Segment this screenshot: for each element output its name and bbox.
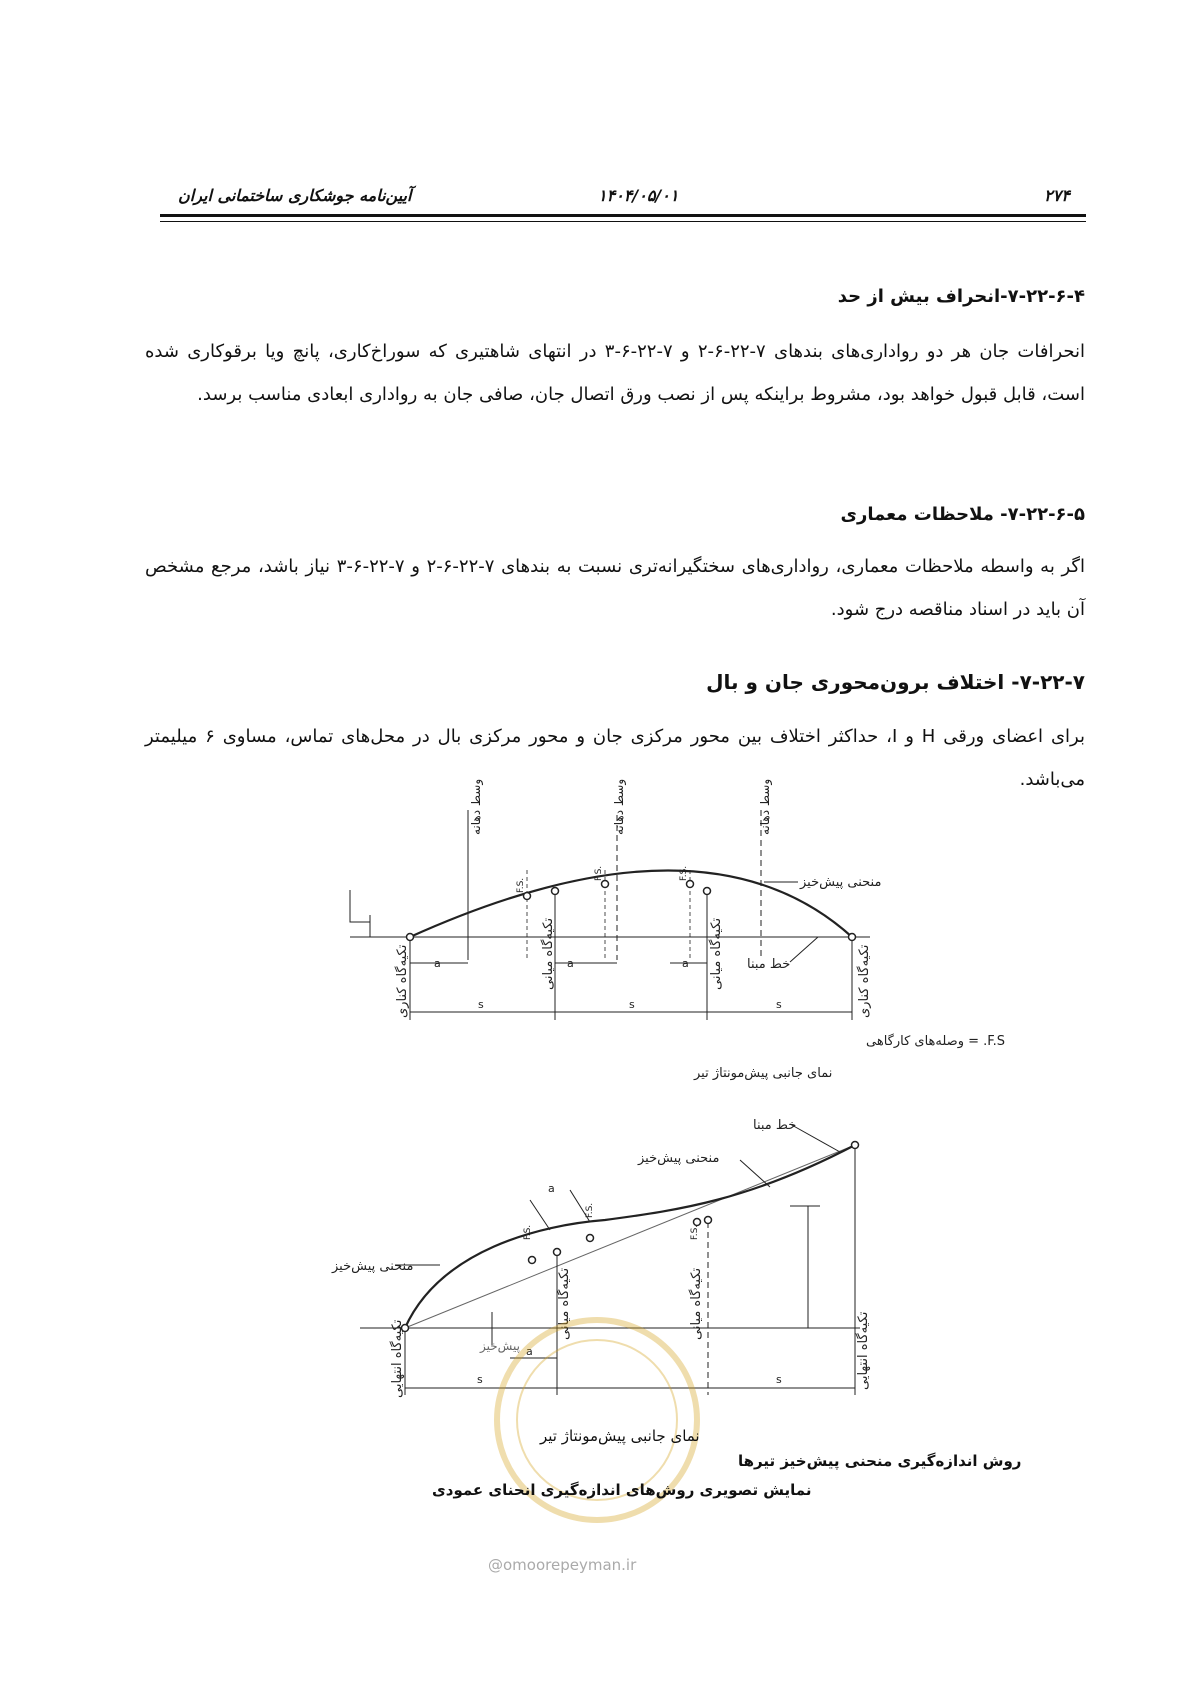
bottom-mid-support-point-2	[705, 1217, 712, 1224]
top-label-a-1: a	[434, 957, 441, 970]
page-number: ۲۷۴	[1044, 186, 1070, 205]
caption-figure: نمایش تصویری روش‌های اندازه‌گیری انحنای عمودی	[432, 1481, 812, 1499]
bottom-label-a-top: a	[548, 1182, 555, 1195]
bottom-label-end-support-right: تکیه‌گاه انتهایی	[856, 1311, 871, 1390]
bottom-a-leader-1	[530, 1200, 550, 1230]
top-mid-support-point-1	[552, 888, 559, 895]
top-camber-curve	[410, 871, 852, 938]
bottom-label-s-1: s	[477, 1373, 483, 1386]
caption-method: روش اندازه‌گیری منحنی پیش‌خیز تیرها	[738, 1452, 1022, 1470]
bottom-curve-leader-right	[740, 1160, 770, 1187]
top-label-mid-span-1: وسط دهانه	[469, 778, 483, 835]
top-camber-figure	[350, 810, 870, 1020]
bottom-label-s-2: s	[776, 1373, 782, 1386]
header-book-title: آیین‌نامه جوشکاری ساختمانی ایران	[178, 186, 412, 205]
top-label-fs-3: F.S.	[679, 865, 689, 881]
top-label-end-support-right: تکیه‌گاه کناری	[857, 944, 872, 1018]
bottom-fs-point-3	[694, 1219, 701, 1226]
bottom-label-fs-1: F.S.	[523, 1224, 533, 1240]
top-label-camber-curve: منحنی پیش‌خیز	[800, 875, 882, 890]
top-figure-caption: نمای جانبی پیش‌مونتاژ تیر	[694, 1066, 833, 1081]
bottom-baseline-leader	[790, 1124, 840, 1152]
bottom-end-point-right	[852, 1142, 859, 1149]
top-end-point-left	[407, 934, 414, 941]
top-mid-support-point-2	[704, 888, 711, 895]
bottom-label-fs-2: F.S.	[585, 1202, 595, 1218]
bottom-label-mid-support-1: تکیه‌گاه میانی	[557, 1267, 572, 1340]
section-heading-excessive-deviation: ۷-۲۲-۶-۴-انحراف بیش از حد	[837, 286, 1085, 307]
top-label-a-2: a	[567, 957, 574, 970]
top-label-fs-2: F.S.	[594, 865, 604, 881]
section-body-web-flange-offset: برای اعضای ورقی H و I، حداکثر اختلاف بین محور مرکزی جان و محور مرکزی بال در محل‌های تماس، مساوی ۶ میلیمتر می‌باشد.	[145, 726, 1085, 790]
section-body-excessive-deviation: انحرافات جان هر دو رواداری‌های بندهای ۷-۲۲-۶-۲ و ۷-۲۲-۶-۳ در انتهای شاهتیری که سوراخ‌کاری، پانچ ویا برقوکاری شده است، قابل قبول خواهد بود، مشروط براینکه پس از نصب ورق اتصال جان، صافی جان به رواداری ابعادی مناسب برسد.	[145, 341, 1086, 405]
top-label-s-3: s	[776, 998, 782, 1011]
bottom-label-camber: پیش‌خیز	[480, 1339, 520, 1353]
top-label-end-support-left: تکیه‌گاه کناری	[395, 944, 410, 1018]
bottom-label-fs-3: F.S.	[690, 1224, 700, 1240]
bottom-fs-point-1	[529, 1257, 536, 1264]
header-date: ۱۴۰۴/۰۵/۰۱	[598, 186, 679, 205]
top-baseline-leader	[790, 937, 818, 962]
top-label-mid-span-3: وسط دهانه	[758, 778, 772, 835]
bottom-fs-point-2	[587, 1235, 594, 1242]
top-label-mid-support-2: تکیه‌گاه میانی	[709, 917, 724, 990]
top-label-fs-1: F.S.	[516, 877, 526, 893]
top-label-baseline: خط مبنا	[747, 957, 791, 972]
bottom-label-camber-curve-right: منحنی پیش‌خیز	[638, 1151, 720, 1166]
top-label-s-2: s	[629, 998, 635, 1011]
bottom-label-mid-support-2: تکیه‌گاه میانی	[689, 1267, 704, 1340]
watermark-text: @omoorepeyman.ir	[488, 1556, 637, 1574]
section-heading-web-flange-offset: ۷-۲۲-۷- اختلاف برون‌محوری جان و بال	[706, 670, 1085, 694]
top-rise-leader	[350, 890, 370, 922]
bottom-label-a-dimension: a	[526, 1345, 533, 1358]
bottom-label-camber-curve-left: منحنی پیش‌خیز	[332, 1259, 414, 1274]
top-label-mid-support-1: تکیه‌گاه میانی	[541, 917, 556, 990]
bottom-figure-caption: نمای جانبی پیش‌مونتاژ تیر	[540, 1427, 700, 1445]
bottom-label-end-support-left: تکیه‌گاه انتهایی	[390, 1319, 405, 1398]
bottom-mid-support-point-1	[554, 1249, 561, 1256]
section-body-architectural: اگر به واسطه ملاحظات معماری، رواداری‌های سختگیرانه‌تری نسبت به بندهای ۷-۲۲-۶-۲ و ۷-۲۲-۶-۳ نیاز باشد، مرجع مشخص آن باید در اسناد مناقصه درج شود.	[145, 556, 1085, 620]
top-label-a-3: a	[682, 957, 689, 970]
top-label-mid-span-2: وسط دهانه	[612, 778, 626, 835]
bottom-baseline-chord	[405, 1145, 855, 1328]
bottom-label-baseline: خط مبنا	[753, 1118, 797, 1133]
bottom-camber-figure	[360, 1124, 860, 1395]
top-end-point-right	[849, 934, 856, 941]
top-label-s-1: s	[478, 998, 484, 1011]
section-heading-architectural: ۷-۲۲-۶-۵- ملاحظات معماری	[840, 504, 1085, 525]
top-label-fs-legend: F.S. = وصله‌های کارگاهی	[866, 1034, 1006, 1049]
